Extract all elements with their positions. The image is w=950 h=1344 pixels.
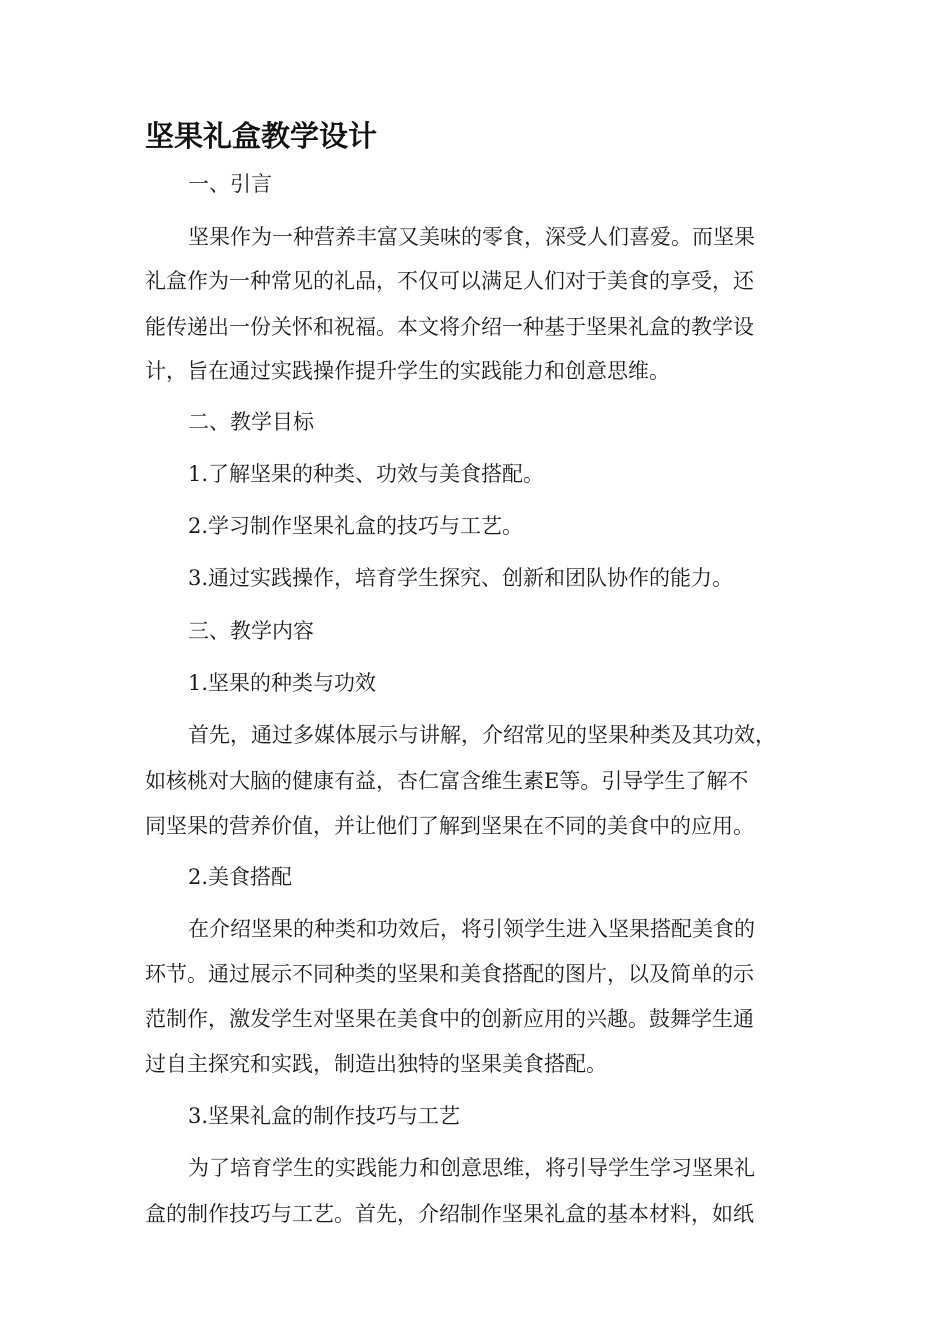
paragraph-line: 范制作，激发学生对坚果在美食中的创新应用的兴趣。鼓舞学生通: [145, 1007, 754, 1031]
subsection-heading: 1.坚果的种类与功效: [188, 671, 377, 695]
paragraph-line: 如核桃对大脑的健康有益，杏仁富含维生素E等。引导学生了解不: [145, 769, 749, 793]
paragraph-line: 坚果作为一种营养丰富又美味的零食，深受人们喜爱。而坚果: [188, 225, 755, 249]
paragraph-line: 同坚果的营养价值，并让他们了解到坚果在不同的美食中的应用。: [145, 814, 754, 838]
paragraph-line: 在介绍坚果的种类和功效后，将引领学生进入坚果搭配美食的: [188, 917, 755, 941]
paragraph-line: 礼盒作为一种常见的礼品，不仅可以满足人们对于美食的享受，还: [145, 269, 754, 293]
subsection-heading: 3.坚果礼盒的制作技巧与工艺: [188, 1104, 461, 1128]
section-heading-content: 三、教学内容: [188, 619, 314, 643]
paragraph-line: 为了培育学生的实践能力和创意思维，将引导学生学习坚果礼: [188, 1156, 755, 1180]
list-item: 3.通过实践操作，培育学生探究、创新和团队协作的能力。: [188, 566, 734, 590]
paragraph-line: 计，旨在通过实践操作提升学生的实践能力和创意思维。: [145, 359, 670, 383]
paragraph-line: 过自主探究和实践，制造出独特的坚果美食搭配。: [145, 1052, 607, 1076]
paragraph-line: 首先，通过多媒体展示与讲解，介绍常见的坚果种类及其功效，: [188, 723, 776, 747]
section-heading-objectives: 二、教学目标: [188, 410, 314, 434]
paragraph-line: 环节。通过展示不同种类的坚果和美食搭配的图片，以及简单的示: [145, 962, 754, 986]
section-heading-intro: 一、引言: [188, 172, 272, 196]
document-title: 坚果礼盒教学设计: [145, 119, 378, 153]
list-item: 2.学习制作坚果礼盒的技巧与工艺。: [188, 514, 524, 538]
subsection-heading: 2.美食搭配: [188, 865, 293, 889]
paragraph-line: 能传递出一份关怀和祝福。本文将介绍一种基于坚果礼盒的教学设: [145, 315, 754, 339]
list-item: 1.了解坚果的种类、功效与美食搭配。: [188, 462, 545, 486]
paragraph-line: 盒的制作技巧与工艺。首先，介绍制作坚果礼盒的基本材料，如纸: [145, 1202, 754, 1226]
